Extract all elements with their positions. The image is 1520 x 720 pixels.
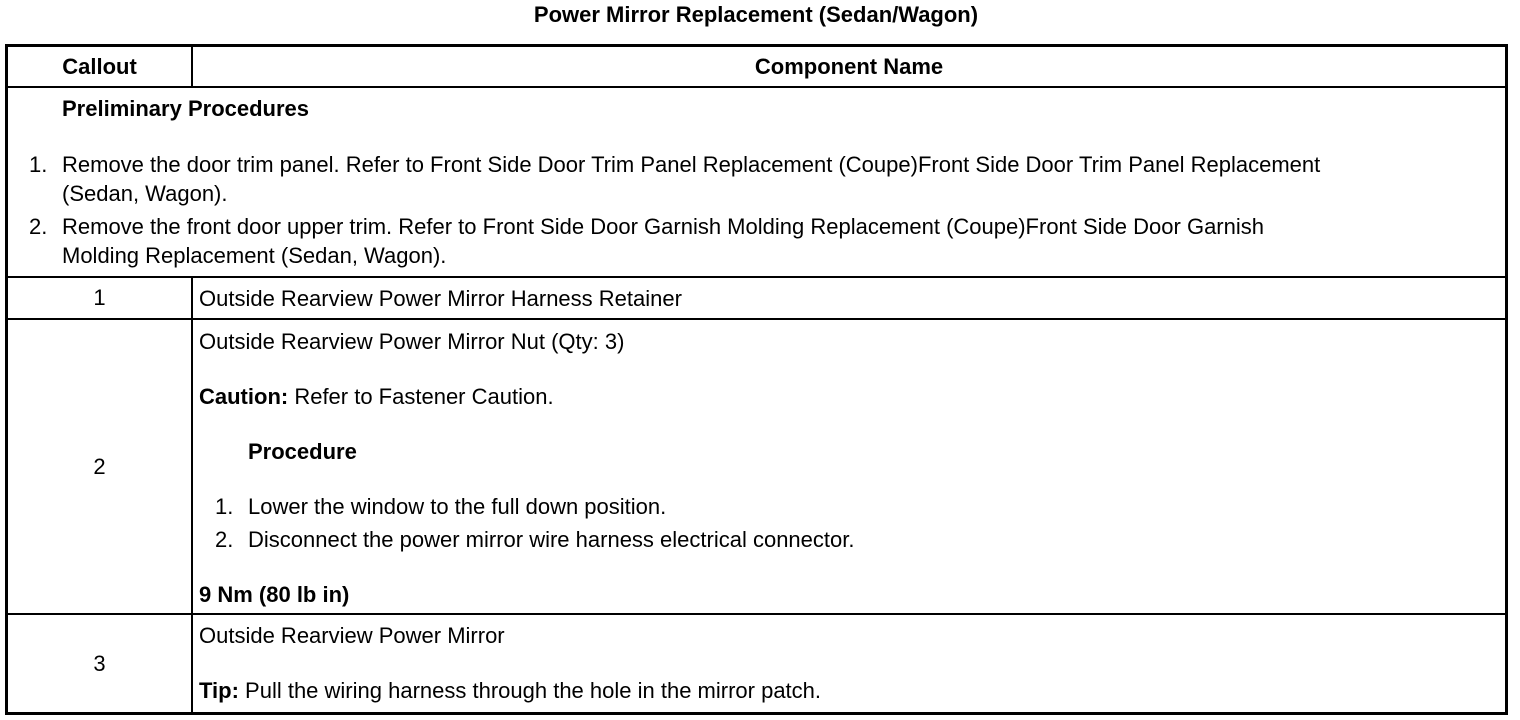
caution-label: Caution: xyxy=(199,384,289,409)
procedure-step-text: Lower the window to the full down position. xyxy=(248,494,667,519)
header-callout: Callout xyxy=(8,47,193,86)
procedure-heading: Procedure xyxy=(248,439,357,464)
torque-spec: 9 Nm (80 lb in) xyxy=(199,582,350,607)
callout-number: 2 xyxy=(8,320,193,613)
tip-note xyxy=(199,678,821,704)
preliminary-step-number: 1. xyxy=(29,152,48,177)
component-cell xyxy=(193,615,1505,712)
procedure-step-number: 2. xyxy=(215,527,234,552)
preliminary-step-text-continued: (Sedan, Wagon). xyxy=(62,181,228,206)
table-row xyxy=(8,615,1505,712)
tip-label: Tip: xyxy=(199,678,239,703)
callout-number: 1 xyxy=(8,278,193,318)
procedure-step-number: 1. xyxy=(215,494,234,519)
table-row xyxy=(8,320,1505,615)
component-cell xyxy=(193,278,1505,318)
preliminary-step-text: Remove the door trim panel. Refer to Front Side Door Trim Panel Replacement (Coupe)Front Side Door Trim Panel Replacement xyxy=(62,152,1321,177)
tip-text: Pull the wiring harness through the hole in the mirror patch. xyxy=(238,678,822,703)
component-name: Outside Rearview Power Mirror xyxy=(199,623,505,648)
callout-number: 3 xyxy=(8,615,193,712)
page-title: Power Mirror Replacement (Sedan/Wagon) xyxy=(533,2,979,27)
preliminary-step-text-continued: Molding Replacement (Sedan, Wagon). xyxy=(62,243,447,268)
component-table xyxy=(5,44,1508,715)
preliminary-step-number: 2. xyxy=(29,214,48,239)
preliminary-step-text: Remove the front door upper trim. Refer to Front Side Door Garnish Molding Replacement (Coupe)Front Side Door Garnish xyxy=(62,214,1264,239)
component-name: Outside Rearview Power Mirror Nut (Qty: 3) xyxy=(199,329,625,354)
component-cell xyxy=(193,320,1505,613)
component-name: Outside Rearview Power Mirror Harness Retainer xyxy=(199,286,682,311)
procedure-step-text: Disconnect the power mirror wire harness electrical connector. xyxy=(248,527,855,552)
table-header-row xyxy=(8,47,1505,88)
header-component-name: Component Name xyxy=(754,53,944,79)
caution-text: Refer to Fastener Caution. xyxy=(288,384,554,409)
preliminary-procedures-row xyxy=(8,88,1505,278)
table-row xyxy=(8,278,1505,320)
caution-note xyxy=(199,384,554,410)
preliminary-heading: Preliminary Procedures xyxy=(62,96,310,121)
